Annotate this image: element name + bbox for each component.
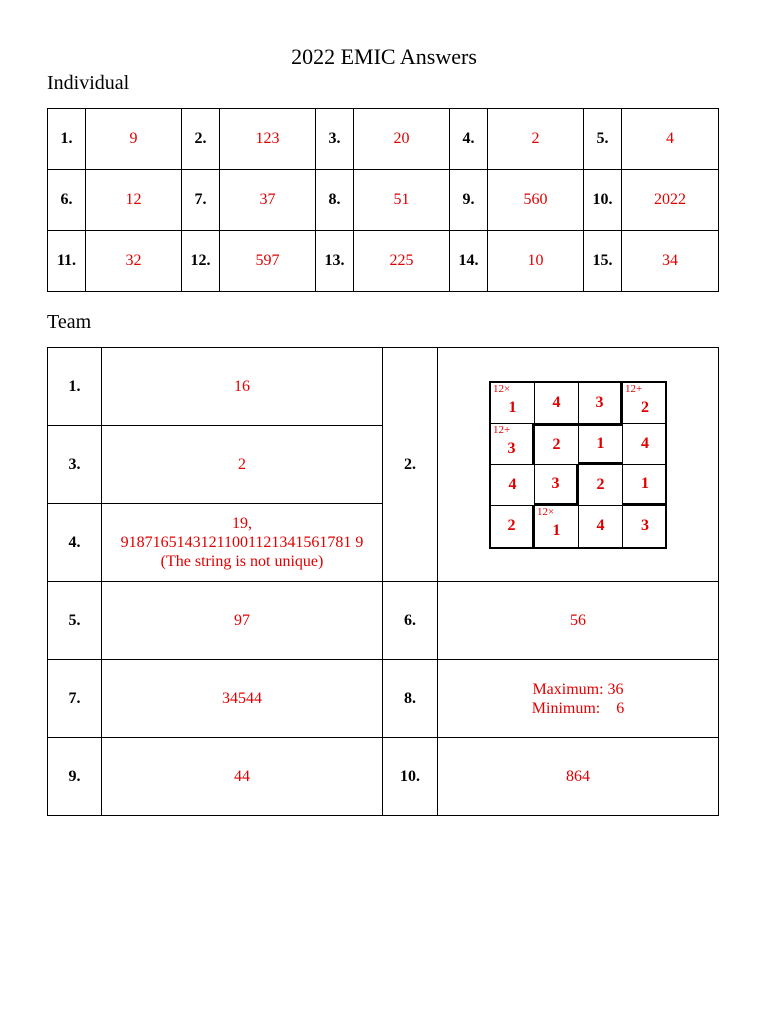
kenken-cage-clue: 12+ [625, 382, 643, 395]
question-number: 14. [450, 231, 488, 292]
kenken-digit: 3 [507, 439, 516, 457]
question-number: 7. [48, 660, 102, 738]
answer-value: 4 [622, 109, 719, 170]
kenken-cell [579, 423, 623, 465]
team-row [48, 348, 719, 426]
question-number: 6. [48, 170, 86, 231]
team-row [48, 738, 719, 816]
kenken-cage-clue: 12× [537, 505, 555, 518]
kenken-cell [579, 506, 623, 547]
answer-line: Minimum: 6 [531, 699, 625, 717]
kenken-cell [535, 465, 579, 506]
answer-value: 34 [622, 231, 719, 292]
question-number: 9. [48, 738, 102, 816]
team-section-label: Team [47, 311, 92, 333]
kenken-cage-clue: 12× [493, 382, 511, 395]
kenken-digit: 3 [641, 517, 649, 534]
kenken-grid [489, 381, 667, 549]
kenken-digit: 2 [596, 475, 605, 493]
kenken-cell [535, 423, 579, 465]
answer-line: Maximum: 36 [532, 680, 624, 698]
question-number: 7. [182, 170, 220, 231]
answer-value: 2022 [622, 170, 719, 231]
kenken-digit: 4 [552, 393, 561, 411]
question-number: 6. [383, 582, 438, 660]
question-number: 15. [584, 231, 622, 292]
question-number: 1. [48, 109, 86, 170]
answer-value: 97 [102, 582, 383, 660]
kenken-digit: 3 [551, 474, 560, 492]
answer-value: 2 [102, 426, 383, 504]
answer-value: 864 [438, 738, 719, 816]
kenken-digit: 1 [596, 434, 605, 452]
kenken-cell [623, 383, 667, 424]
question-number: 3. [48, 426, 102, 504]
question-number: 4. [48, 504, 102, 582]
answer-value: 123 [220, 109, 316, 170]
answer-note: (The string is not unique) [160, 553, 324, 570]
question-number: 1. [48, 348, 102, 426]
table-row [48, 109, 719, 170]
table-row [48, 231, 719, 292]
question-number: 5. [584, 109, 622, 170]
individual-section-label: Individual [47, 72, 130, 94]
answer-line: 91871651431211001121341561781 9 [120, 534, 364, 551]
question-number: 10. [383, 738, 438, 816]
answer-value: 16 [102, 348, 383, 426]
kenken-digit: 2 [641, 398, 649, 416]
kenken-cage-clue: 12+ [493, 423, 511, 436]
kenken-digit: 1 [552, 522, 561, 539]
kenken-cell [491, 465, 535, 506]
kenken-digit: 1 [508, 398, 517, 416]
question-number: 12. [182, 231, 220, 292]
kenken-cell [491, 383, 535, 424]
kenken-digit: 4 [641, 434, 649, 452]
answer-value: 10 [488, 231, 584, 292]
kenken-cell [491, 506, 535, 547]
table-row [48, 170, 719, 231]
answer-value: 37 [220, 170, 316, 231]
page-title: 2022 EMIC Answers [291, 44, 477, 69]
kenken-digit: 2 [552, 435, 561, 453]
question-number: 8. [383, 660, 438, 738]
kenken-digit: 1 [641, 474, 649, 492]
team-row [48, 660, 719, 738]
question-number: 10. [584, 170, 622, 231]
answer-value [102, 504, 383, 582]
answer-line: 19, [232, 515, 252, 532]
answer-value: 225 [354, 231, 450, 292]
team-answers-table [47, 347, 719, 816]
answer-value: 44 [102, 738, 383, 816]
answer-value: 51 [354, 170, 450, 231]
answer-value: 34544 [102, 660, 383, 738]
team-row [48, 582, 719, 660]
kenken-cell [535, 506, 579, 547]
individual-answers-table [47, 108, 719, 292]
answer-value: 20 [354, 109, 450, 170]
question-number: 2. [383, 348, 438, 582]
question-number: 13. [316, 231, 354, 292]
kenken-cell [623, 424, 667, 465]
question-number: 3. [316, 109, 354, 170]
question-number: 11. [48, 231, 86, 292]
kenken-cell [491, 424, 535, 465]
question-number: 9. [450, 170, 488, 231]
kenken-digit: 4 [596, 517, 605, 534]
answer-value: 12 [86, 170, 182, 231]
question-number: 5. [48, 582, 102, 660]
kenken-digit: 2 [507, 517, 516, 534]
kenken-cell [535, 383, 579, 424]
question-number: 4. [450, 109, 488, 170]
kenken-digit: 4 [508, 475, 517, 493]
answer-value: 56 [438, 582, 719, 660]
kenken-cell [579, 465, 623, 506]
answer-value [438, 660, 719, 738]
answer-value: 32 [86, 231, 182, 292]
answer-value: 597 [220, 231, 316, 292]
kenken-cell [579, 383, 623, 424]
question-number: 8. [316, 170, 354, 231]
answer-value: 560 [488, 170, 584, 231]
kenken-answer-cell [438, 348, 719, 582]
answer-value: 2 [488, 109, 584, 170]
kenken-cell [623, 465, 667, 506]
question-number: 2. [182, 109, 220, 170]
answer-value: 9 [86, 109, 182, 170]
kenken-digit: 3 [595, 393, 604, 411]
kenken-cell [623, 506, 667, 547]
